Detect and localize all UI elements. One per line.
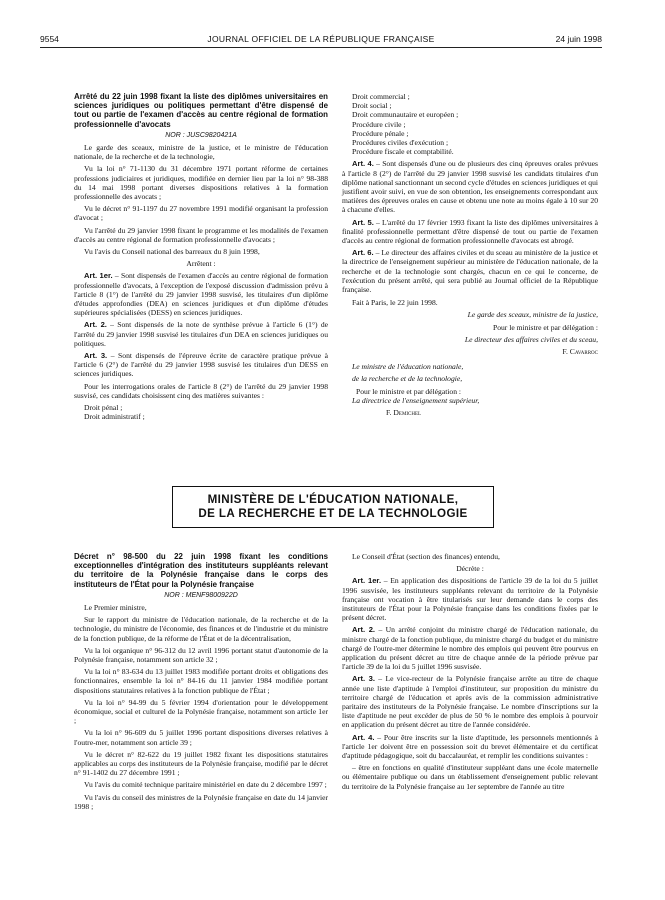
decret-visa: Le Conseil d'État (section des finances) entendu,: [352, 552, 500, 561]
decret-visa: Vu la loi n° 94-99 du 5 février 1994 d'orientation pour le développement économique, social et culturel de la Polynésie française, notamment son article 1er ;: [74, 697, 328, 726]
decret-article-4: Art. 4. – Pour être inscrits sur la liste d'aptitude, les personnels mentionnés à l'article 1er doivent être en possession soit du brevet élémentaire et du certificat d'aptitude pédagogique, soit du baccalauréat, et remplir les conditions suivantes :: [342, 732, 598, 761]
signature-place-date: Fait à Paris, le 22 juin 1998.: [352, 298, 438, 308]
list-item: Droit administratif ;: [84, 412, 145, 422]
signatory-title: de la recherche et de la technologie,: [352, 374, 463, 384]
decret-visa: Vu la loi n° 96-609 du 5 juillet 1996 portant dispositions diverses relatives à l'outre-mer, notamment son article 39 ;: [74, 728, 328, 747]
page-header: [40, 34, 602, 48]
journal-title: JOURNAL OFFICIEL DE LA RÉPUBLIQUE FRANÇAISE: [207, 34, 435, 44]
decret-article-3: Art. 3. – Le vice-recteur de la Polynésie française arrête au titre de chaque année une liste d'aptitude à l'emploi d'instituteur, sur proposition du ministre du territoire chargé de l'éducation et après avis de la commission administrative paritaire des instituteurs de la Polynésie française. Le nombre d'inscriptions sur la liste d'aptitude ne peut excéder de plus de 50 % le nombre des emplois à pourvoir en application du présent décret au titre de l'année considérée.: [342, 674, 598, 730]
signatory-name: F. Cavarroc: [562, 347, 598, 357]
article-label: Art. 3.: [84, 351, 108, 361]
article-label: Art. 3.: [352, 674, 375, 684]
article-label: Art. 4.: [352, 732, 375, 742]
arrete-visa: Vu la loi n° 71-1130 du 31 décembre 1971 portant réforme de certaines professions judiciaires et juridiques, modifiée en dernier lieu par la loi n° 98-388 du 14 mai 1998 portant diverses dispositions relatives à la formation professionnelle des avocats ;: [74, 164, 328, 202]
decret-visa: Vu l'avis du conseil des ministres de la Polynésie française en date du 14 janvier 1998 ;: [74, 792, 328, 811]
article-label: Art. 2.: [84, 320, 107, 330]
article-label: Art. 2.: [352, 625, 376, 635]
list-item: Droit social ;: [352, 101, 392, 111]
arretent-heading: Arrêtent :: [186, 259, 216, 269]
decret-right-column: [342, 552, 598, 794]
decret-article-2: Art. 2. – Un arrêté conjoint du ministre chargé de l'éducation nationale, du ministre chargé de la fonction publique, du ministre chargé du budget et du ministre chargé de l'outre-mer détermine le nombre des emplois qui peuvent être pourvus en application du présent décret au titre de chaque année de la période prévue par l'article 39 de la loi du 5 juillet 1996 susvisée.: [342, 625, 598, 672]
arrete-title: Arrêté du 22 juin 1998 fixant la liste des diplômes universitaires en sciences juridiques ou politiques permettant d'être dispensé de tout ou partie de l'examen d'accès au centre régional de formation professionnelle d'avocats: [74, 92, 328, 129]
article-label: Art. 1er.: [352, 576, 382, 586]
decret-visa: Vu la loi organique n° 96-312 du 12 avril 1996 portant statut d'autonomie de la Polynésie française, notamment son article 32 ;: [74, 645, 328, 665]
ministry-line-1: MINISTÈRE DE L'ÉDUCATION NATIONALE,: [207, 493, 459, 506]
decret-visa: Le Premier ministre,: [84, 603, 147, 613]
header-rule: [40, 47, 602, 48]
signatory-title: Le garde des sceaux, ministre de la justice,: [467, 310, 598, 320]
issue-date: 24 juin 1998: [555, 34, 602, 44]
arrete-visa: Vu le décret n° 91-1197 du 27 novembre 1991 modifié organisant la profession d'avocat ;: [74, 204, 328, 223]
arrete-article-4: Art. 4. – Sont dispensés d'une ou de plusieurs des cinq épreuves orales prévues à l'article 8 (2°) de l'arrêté du 29 janvier 1998 susvisé les candidats titulaires d'un diplôme national sanctionnant un second cycle d'études en sciences juridiques et qui justifient avoir suivi, en vue de son obtention, les enseignements correspondant aux matières des épreuves orales en cause et obtenu une note au moins égale à 10 sur 20 à chacune d'elles.: [342, 159, 598, 215]
matieres-list-b: [342, 92, 598, 156]
arrete-left-column: [74, 92, 328, 422]
signatory-title: Le ministre de l'éducation nationale,: [352, 362, 464, 372]
arrete-article-3: Art. 3. – Sont dispensés de l'épreuve écrite de caractère pratique prévue à l'article 6 (2°) de l'arrêté du 29 janvier 1998 susvisé les titulaires d'un DESS en sciences juridiques.: [74, 351, 328, 379]
signatory-name: F. Demichel: [386, 408, 422, 418]
ministry-line-2: DE LA RECHERCHE ET DE LA TECHNOLOGIE: [198, 507, 468, 520]
list-item: Droit communautaire et européen ;: [352, 110, 459, 120]
arrete-article-5: Art. 5. – L'arrêté du 17 février 1993 fixant la liste des diplômes universitaires à finalité professionnelle permettant d'être dispensé de tout ou partie de l'examen d'accès au centre régional de formation professionnelle d'avocats est abrogé.: [342, 217, 598, 246]
arrete-article-1: Art. 1er. – Sont dispensés de l'examen d'accès au centre régional de formation professionnelle d'avocats, à l'exception de l'exposé discussion d'admission prévu à l'article 8 (1°) de l'arrêté du 29 janvier 1998 susvisé, les titulaires d'un diplôme d'études approfondies (DEA) en sciences juridiques et d'un diplôme d'études supérieures spécialisées (DESS) en sciences juridiques.: [74, 271, 329, 318]
list-item: Procédure fiscale et comptabilité.: [352, 147, 454, 157]
decret-article-4-item: – être en fonctions en qualité d'instituteur suppléant dans une école maternelle ou élémentaire publique ou dans un établissement d'enseignement public relevant du territoire de la Polynésie française au 1er septembre de l'année au titre: [342, 763, 598, 791]
article-label: Art. 6.: [352, 248, 374, 258]
decret-visa: Vu le décret n° 82-622 du 19 juillet 1982 fixant les dispositions statutaires applicables au corps des instituteurs de la Polynésie française, modifié par le décret n° 91-1402 du 27 décembre 1991 ;: [74, 749, 328, 778]
matieres-list-a: [74, 403, 328, 421]
arrete-visa: Le garde des sceaux, ministre de la justice, et le ministre de l'éducation nationale, de la recherche et de la technologie,: [74, 143, 328, 162]
list-item: Procédure pénale ;: [352, 128, 409, 138]
list-item: Procédures civiles d'exécution ;: [352, 138, 449, 148]
list-item: Droit pénal ;: [84, 403, 123, 413]
arrete-right-column: [342, 92, 598, 420]
arrete-article-3-cont: Pour les interrogations orales de l'article 8 (2°) de l'arrêté du 29 janvier 1998 susvisé, ces candidats choisissent cinq des matières suivantes :: [74, 381, 328, 400]
page-number: 9554: [40, 34, 59, 44]
decret-title: Décret n° 98-500 du 22 juin 1998 fixant les conditions exceptionnelles d'intégration des instituteurs suppléants relevant du territoire de la Polynésie française dans le corps des instituteurs de l'État pour la Polynésie française: [74, 552, 328, 589]
decret-visa: Vu la loi n° 83-634 du 13 juillet 1983 modifiée portant droits et obligations des fonctionnaires, ensemble la loi n° 84-16 du 11 janvier 1984 modifiée portant dispositions statutaires relatives à la fonction publique de l'État ;: [74, 667, 328, 695]
arrete-article-2: Art. 2. – Sont dispensés de la note de synthèse prévue à l'article 6 (1°) de l'arrêté du 29 janvier 1998 susvisé les titulaires d'un DEA en sciences juridiques ou politiques.: [74, 320, 328, 348]
delegation-line: Pour le ministre et par délégation :: [492, 322, 598, 332]
article-label: Art. 4.: [352, 159, 374, 169]
decret-nor: NOR : MENF9800922D: [164, 591, 238, 599]
decrete-heading: Décrète :: [456, 564, 484, 574]
decret-article-1: Art. 1er. – En application des dispositions de l'article 39 de la loi du 5 juillet 1996 susvisée, les instituteurs suppléants relevant du territoire de la Polynésie française ont vocation à être titularisés sur leur demande dans le corps des instituteurs de l'État pour la Polynésie française dans les conditions fixées par le présent décret.: [342, 576, 598, 623]
decret-visa: Vu l'avis du comité technique paritaire ministériel en date du 2 décembre 1997 ;: [84, 780, 327, 790]
delegation-line: Pour le ministre et par délégation :: [356, 386, 462, 396]
arrete-visa: Vu l'arrêté du 29 janvier 1998 fixant le programme et les modalités de l'examen d'accès au centre régional de formation professionnelle d'avocats ;: [74, 225, 328, 244]
signatory-role: La directrice de l'enseignement supérieur,: [352, 395, 480, 405]
arrete-visa: Vu l'avis du Conseil national des barreaux du 8 juin 1998,: [84, 247, 260, 257]
article-label: Art. 1er.: [84, 271, 113, 281]
list-item: Droit commercial ;: [352, 92, 410, 101]
decret-visa: Sur le rapport du ministre de l'éducation nationale, de la recherche et de la technologie, du ministre de l'économie, des finances et de l'industrie et du ministre de la fonction publique, de la réforme de l'État et de la décentralisation,: [74, 615, 328, 643]
second-signature: [342, 362, 492, 417]
arrete-nor: NOR : JUSC9820421A: [165, 131, 237, 139]
list-item: Procédure civile ;: [352, 119, 406, 129]
signatory-role: Le directeur des affaires civiles et du sceau,: [464, 334, 598, 344]
decret-left-column: [74, 552, 328, 814]
arrete-article-6: Art. 6. – Le directeur des affaires civiles et du sceau au ministère de la justice et la directrice de l'enseignement supérieur au ministère de l'éducation nationale, de la recherche et de la technologie sont chargés, chacun en ce qui le concerne, de l'exécution du présent arrêté, qui sera publié au Journal officiel de la République française.: [342, 248, 598, 295]
ministry-heading-box: [172, 486, 494, 528]
article-label: Art. 5.: [352, 217, 374, 227]
